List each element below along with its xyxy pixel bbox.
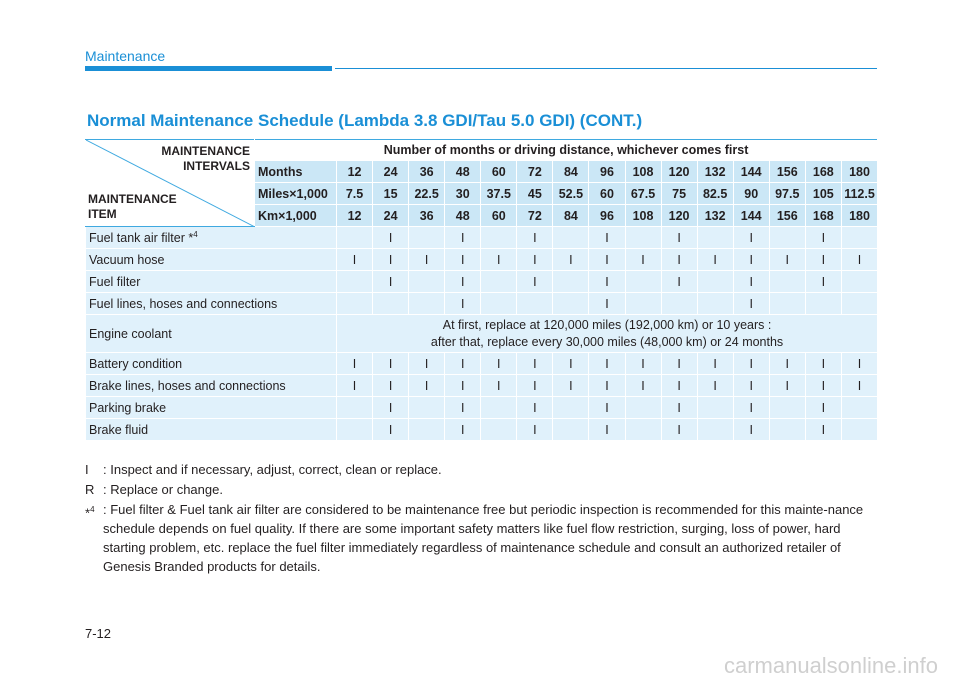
schedule-cell: I: [733, 271, 769, 293]
row-item: [86, 375, 337, 397]
row-item: [86, 227, 337, 249]
schedule-cell: I: [337, 375, 373, 397]
schedule-cell: I: [445, 249, 481, 271]
schedule-cell: I: [841, 375, 877, 397]
header-interval-cell: 108: [625, 161, 661, 183]
schedule-cell: I: [373, 271, 409, 293]
schedule-cell: I: [589, 397, 625, 419]
schedule-cell: [805, 293, 841, 315]
schedule-cell: I: [661, 419, 697, 441]
schedule-cell: I: [517, 271, 553, 293]
schedule-cell: I: [481, 353, 517, 375]
header-interval-cell: 144: [733, 205, 769, 227]
schedule-cell: [373, 293, 409, 315]
table-row: [86, 353, 878, 375]
corner-top-line: INTERVALS: [183, 159, 250, 173]
header-corner: [86, 140, 255, 227]
schedule-cell: I: [733, 227, 769, 249]
schedule-cell: I: [805, 419, 841, 441]
header-interval-cell: 144: [733, 161, 769, 183]
row-item-label: Fuel filter: [89, 274, 141, 289]
row-item-label: Fuel tank air filter *: [89, 231, 194, 246]
span-header: Number of months or driving distance, whichever comes first: [255, 140, 878, 161]
schedule-cell: [337, 419, 373, 441]
schedule-cell: I: [805, 397, 841, 419]
schedule-cell: I: [409, 249, 445, 271]
header-row-label: Miles×1,000: [255, 183, 337, 205]
schedule-cell: I: [661, 375, 697, 397]
schedule-cell: I: [661, 353, 697, 375]
header-interval-cell: 48: [445, 205, 481, 227]
header-interval-cell: 180: [841, 205, 877, 227]
schedule-cell: [697, 227, 733, 249]
schedule-cell: [769, 293, 805, 315]
row-item-label: Engine coolant: [89, 326, 172, 341]
header-interval-cell: 168: [805, 161, 841, 183]
schedule-cell: I: [553, 375, 589, 397]
schedule-cell: I: [589, 271, 625, 293]
header-interval-cell: 132: [697, 205, 733, 227]
header-interval-cell: 36: [409, 161, 445, 183]
schedule-cell: I: [445, 375, 481, 397]
row-item: [86, 315, 337, 353]
schedule-cell: I: [445, 271, 481, 293]
schedule-cell: I: [373, 227, 409, 249]
row-item-label: Vacuum hose: [89, 252, 165, 267]
legend-inspect-mark: I: [85, 462, 89, 477]
row-note-line: At first, replace at 120,000 miles (192,000 km) or 10 years :: [442, 317, 772, 332]
schedule-cell: [697, 293, 733, 315]
schedule-cell: I: [409, 353, 445, 375]
schedule-cell: I: [481, 375, 517, 397]
schedule-cell: [409, 293, 445, 315]
header-rule-thin: [335, 68, 877, 69]
schedule-cell: [481, 227, 517, 249]
schedule-cell: I: [625, 353, 661, 375]
schedule-cell: [337, 397, 373, 419]
header-interval-cell: 132: [697, 161, 733, 183]
row-item-footnote: 4: [193, 229, 198, 239]
schedule-cell: I: [445, 353, 481, 375]
table-row: [86, 315, 878, 353]
schedule-cell: I: [481, 249, 517, 271]
schedule-cell: I: [589, 419, 625, 441]
header-row-label: Km×1,000: [255, 205, 337, 227]
header-interval-cell: 60: [481, 161, 517, 183]
schedule-cell: I: [337, 249, 373, 271]
schedule-cell: I: [733, 293, 769, 315]
schedule-cell: I: [373, 375, 409, 397]
maintenance-schedule-table: [85, 139, 878, 441]
row-note: [337, 315, 878, 353]
schedule-cell: I: [373, 397, 409, 419]
header-interval-cell: 108: [625, 205, 661, 227]
schedule-cell: I: [445, 227, 481, 249]
header-interval-cell: 72: [517, 205, 553, 227]
row-item-label: Fuel lines, hoses and connections: [89, 296, 278, 311]
legend-footnote: [85, 500, 880, 576]
row-item: [86, 271, 337, 293]
schedule-cell: I: [733, 353, 769, 375]
header-interval-cell: 96: [589, 161, 625, 183]
page-title: Normal Maintenance Schedule (Lambda 3.8 GDI/Tau 5.0 GDI) (CONT.): [87, 111, 643, 130]
header-interval-cell: 112.5: [841, 183, 877, 205]
schedule-cell: [337, 271, 373, 293]
header-interval-cell: 48: [445, 161, 481, 183]
schedule-cell: I: [589, 227, 625, 249]
schedule-cell: I: [589, 375, 625, 397]
header-interval-cell: 12: [337, 161, 373, 183]
row-item: [86, 249, 337, 271]
corner-bottom-line: MAINTENANCE: [88, 192, 177, 206]
table-row: [86, 227, 878, 249]
schedule-cell: I: [805, 353, 841, 375]
schedule-cell: [553, 227, 589, 249]
schedule-cell: I: [625, 375, 661, 397]
table-row: [86, 271, 878, 293]
schedule-cell: [841, 397, 877, 419]
schedule-cell: [409, 397, 445, 419]
header-interval-cell: 7.5: [337, 183, 373, 205]
schedule-cell: I: [517, 227, 553, 249]
header-interval-cell: 84: [553, 161, 589, 183]
schedule-cell: I: [589, 353, 625, 375]
schedule-cell: [661, 293, 697, 315]
schedule-cell: I: [337, 353, 373, 375]
schedule-cell: I: [373, 249, 409, 271]
header-row-label: Months: [255, 161, 337, 183]
schedule-cell: I: [661, 397, 697, 419]
schedule-cell: I: [409, 375, 445, 397]
schedule-cell: [409, 271, 445, 293]
schedule-cell: [553, 397, 589, 419]
schedule-cell: I: [733, 375, 769, 397]
footnote-mark: *$^4$: [85, 505, 95, 521]
row-item: [86, 353, 337, 375]
schedule-cell: I: [805, 375, 841, 397]
header-interval-cell: 30: [445, 183, 481, 205]
schedule-cell: [841, 271, 877, 293]
table-row: [86, 249, 878, 271]
schedule-cell: [553, 293, 589, 315]
schedule-cell: [697, 397, 733, 419]
header-interval-cell: 156: [769, 205, 805, 227]
page-number: 7-12: [85, 626, 112, 641]
corner-top-line: MAINTENANCE: [161, 144, 250, 158]
header-interval-cell: 180: [841, 161, 877, 183]
schedule-cell: I: [589, 249, 625, 271]
schedule-cell: I: [697, 249, 733, 271]
schedule-cell: I: [517, 353, 553, 375]
watermark: carmanualsonline.info: [723, 653, 938, 678]
schedule-cell: [769, 419, 805, 441]
header-interval-cell: 24: [373, 205, 409, 227]
header-interval-cell: 15: [373, 183, 409, 205]
corner-item-label: [88, 192, 177, 222]
schedule-cell: [841, 419, 877, 441]
schedule-cell: I: [553, 353, 589, 375]
schedule-cell: I: [697, 353, 733, 375]
schedule-cell: [769, 227, 805, 249]
header-interval-cell: 36: [409, 205, 445, 227]
row-item: [86, 397, 337, 419]
schedule-cell: I: [625, 249, 661, 271]
schedule-cell: [481, 419, 517, 441]
schedule-cell: I: [769, 249, 805, 271]
header-interval-cell: 75: [661, 183, 697, 205]
row-item-label: Battery condition: [89, 356, 183, 371]
schedule-cell: [625, 227, 661, 249]
header-interval-cell: 97.5: [769, 183, 805, 205]
schedule-cell: I: [445, 397, 481, 419]
schedule-cell: [409, 227, 445, 249]
row-note-line: after that, replace every 30,000 miles (48,000 km) or 24 months: [430, 334, 784, 349]
schedule-cell: I: [445, 419, 481, 441]
legend-replace-mark: R: [85, 482, 95, 497]
schedule-cell: I: [733, 419, 769, 441]
schedule-cell: [625, 419, 661, 441]
schedule-cell: [409, 419, 445, 441]
header-interval-cell: 22.5: [409, 183, 445, 205]
row-item: [86, 419, 337, 441]
row-item-label: Parking brake: [89, 400, 167, 415]
schedule-cell: [481, 293, 517, 315]
schedule-cell: [517, 293, 553, 315]
schedule-cell: I: [841, 353, 877, 375]
schedule-cell: [481, 397, 517, 419]
schedule-cell: [481, 271, 517, 293]
header-interval-cell: 90: [733, 183, 769, 205]
header-interval-cell: 24: [373, 161, 409, 183]
schedule-cell: I: [661, 227, 697, 249]
header-interval-cell: 168: [805, 205, 841, 227]
schedule-cell: I: [661, 271, 697, 293]
legend-replace: [85, 480, 223, 499]
schedule-cell: I: [769, 353, 805, 375]
table-row: [86, 397, 878, 419]
header-interval-cell: 67.5: [625, 183, 661, 205]
schedule-cell: I: [517, 249, 553, 271]
schedule-cell: I: [517, 375, 553, 397]
header-interval-cell: 52.5: [553, 183, 589, 205]
legend-inspect: [85, 460, 442, 479]
row-item: [86, 293, 337, 315]
schedule-cell: I: [445, 293, 481, 315]
section-label: Maintenance: [85, 48, 166, 64]
header-interval-cell: 105: [805, 183, 841, 205]
table-row: [86, 375, 878, 397]
header-row-span: [86, 140, 878, 161]
header-interval-cell: 96: [589, 205, 625, 227]
schedule-cell: [337, 227, 373, 249]
header-interval-cell: 12: [337, 205, 373, 227]
schedule-cell: [625, 271, 661, 293]
header-interval-cell: 156: [769, 161, 805, 183]
schedule-cell: [553, 271, 589, 293]
header-interval-cell: 120: [661, 205, 697, 227]
corner-bottom-line: ITEM: [88, 207, 117, 221]
schedule-cell: [769, 271, 805, 293]
schedule-cell: I: [733, 249, 769, 271]
schedule-cell: I: [517, 397, 553, 419]
schedule-cell: I: [697, 375, 733, 397]
header-rule-thick: [85, 66, 332, 71]
schedule-cell: [625, 293, 661, 315]
schedule-cell: [697, 419, 733, 441]
footnote-text: : Fuel filter & Fuel tank air filter are considered to be maintenance free but periodic inspection is recommended for this mainte-nance schedule depends on fuel quality. If there are some important safety matters like fuel flow restriction, surging, loss of power, hard starting problem, etc. replace the fuel filter immediately regardless of maintenance schedule and consult an authorized retailer of Genesis Branded products for details.: [103, 502, 864, 574]
header-interval-cell: 72: [517, 161, 553, 183]
schedule-cell: [769, 397, 805, 419]
header-interval-cell: 60: [481, 205, 517, 227]
schedule-cell: I: [733, 397, 769, 419]
header-interval-cell: 45: [517, 183, 553, 205]
row-item-label: Brake fluid: [89, 422, 149, 437]
schedule-cell: I: [553, 249, 589, 271]
header-interval-cell: 37.5: [481, 183, 517, 205]
schedule-cell: I: [373, 419, 409, 441]
schedule-cell: I: [805, 249, 841, 271]
schedule-cell: [625, 397, 661, 419]
header-interval-cell: 82.5: [697, 183, 733, 205]
header-interval-cell: 84: [553, 205, 589, 227]
header-interval-cell: 120: [661, 161, 697, 183]
table-row: [86, 419, 878, 441]
header-interval-cell: 60: [589, 183, 625, 205]
schedule-cell: [841, 293, 877, 315]
schedule-cell: [553, 419, 589, 441]
schedule-cell: I: [517, 419, 553, 441]
corner-intervals-label: [161, 144, 250, 174]
schedule-cell: I: [841, 249, 877, 271]
schedule-cell: I: [805, 271, 841, 293]
legend-inspect-text: : Inspect and if necessary, adjust, correct, clean or replace.: [103, 462, 442, 477]
schedule-cell: I: [373, 353, 409, 375]
legend-replace-text: : Replace or change.: [103, 482, 223, 497]
schedule-cell: I: [661, 249, 697, 271]
schedule-cell: [337, 293, 373, 315]
schedule-cell: I: [769, 375, 805, 397]
row-item-label: Brake lines, hoses and connections: [89, 378, 286, 393]
schedule-cell: I: [589, 293, 625, 315]
schedule-cell: [697, 271, 733, 293]
schedule-cell: I: [805, 227, 841, 249]
table-row: [86, 293, 878, 315]
schedule-cell: [841, 227, 877, 249]
